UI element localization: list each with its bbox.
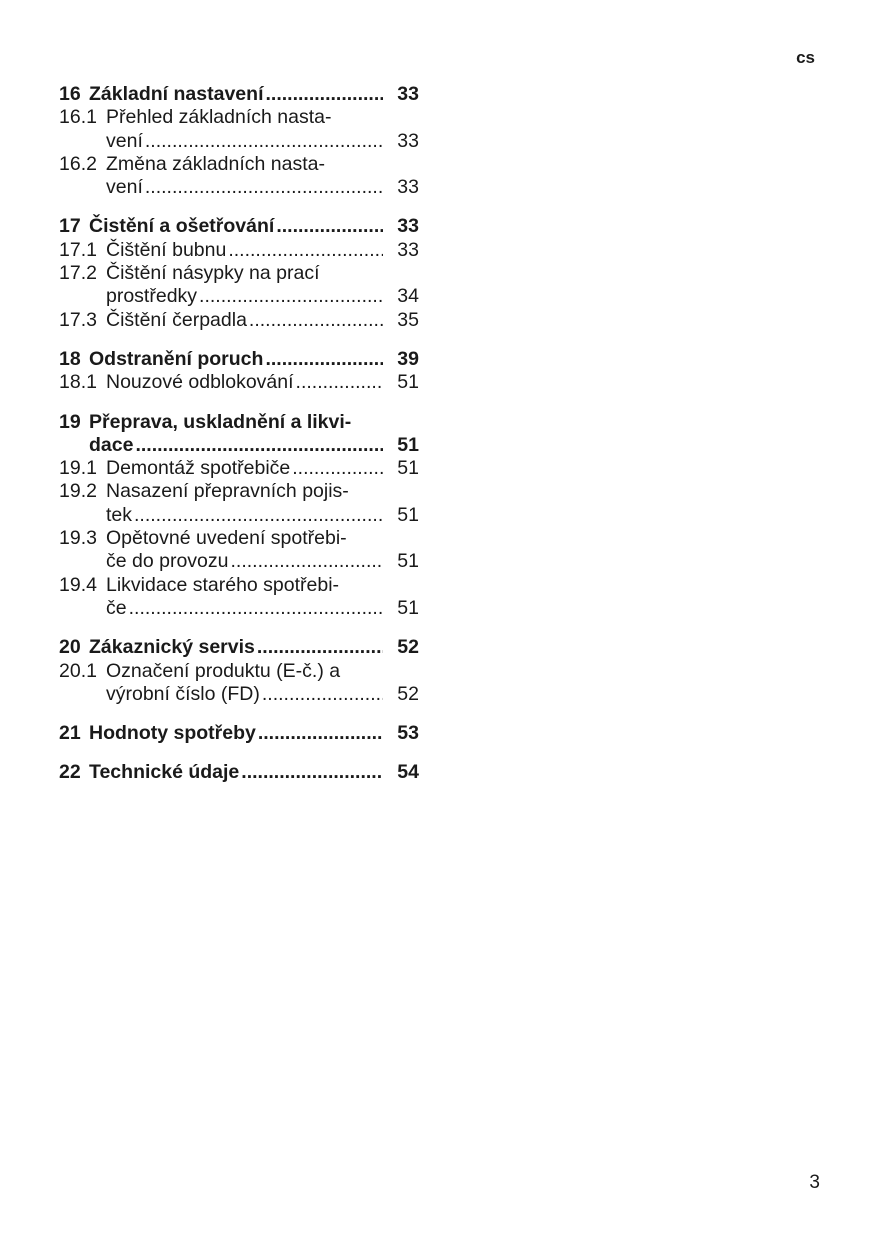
toc-line <box>59 106 419 129</box>
toc-page-number: 52 <box>397 636 419 659</box>
toc-entry-number: 18 <box>59 347 81 370</box>
toc-page-number: 33 <box>397 129 419 152</box>
toc-entry-number: 18.1 <box>59 371 97 394</box>
table-of-contents <box>59 83 419 801</box>
toc-entry-title: Opětovné uvedení spotřebi- <box>106 527 347 550</box>
toc-entry-title: Označení produktu (E-č.) a <box>106 659 341 682</box>
toc-line <box>59 574 419 597</box>
toc-entry-title: Čistění a ošetřování <box>89 215 275 238</box>
toc-line <box>59 597 419 620</box>
toc-section[interactable] <box>59 411 419 458</box>
toc-entry-title: Čištění čerpadla <box>106 308 247 331</box>
toc-entry-number: 19.4 <box>59 573 97 596</box>
toc-entry-title: dace <box>89 433 134 456</box>
toc-entry-number: 17.2 <box>59 262 97 285</box>
toc-entry-title: Přehled základních nasta- <box>106 106 332 129</box>
toc-subsection[interactable] <box>59 480 419 527</box>
toc-entry-number: 17.1 <box>59 238 97 261</box>
toc-line <box>59 130 419 153</box>
toc-line <box>59 153 419 176</box>
toc-entry-title: vení <box>106 176 143 199</box>
leader-dots <box>249 309 383 332</box>
toc-section[interactable] <box>59 83 419 106</box>
toc-line <box>59 722 419 745</box>
leader-dots <box>199 285 383 308</box>
toc-line <box>59 504 419 527</box>
toc-page-number: 51 <box>397 433 419 456</box>
toc-entry-number: 20.1 <box>59 659 97 682</box>
page-number: 3 <box>809 1172 820 1193</box>
toc-line <box>59 176 419 199</box>
toc-subsection[interactable] <box>59 660 419 707</box>
toc-page-number: 34 <box>397 285 419 308</box>
toc-page-number: 51 <box>397 457 419 480</box>
toc-subsection[interactable] <box>59 457 419 480</box>
toc-entry-title: Základní nastavení <box>89 83 264 105</box>
toc-block <box>59 636 419 706</box>
toc-page-number: 54 <box>397 761 419 784</box>
toc-entry-number: 19.1 <box>59 457 97 480</box>
toc-line <box>59 371 419 394</box>
leader-dots <box>258 722 383 745</box>
toc-line <box>59 683 419 706</box>
toc-entry-number: 21 <box>59 722 81 745</box>
toc-subsection[interactable] <box>59 574 419 621</box>
leader-dots <box>228 239 383 262</box>
toc-line <box>59 215 419 238</box>
toc-subsection[interactable] <box>59 106 419 153</box>
toc-entry-title: Nouzové odblokování <box>106 371 294 394</box>
toc-block <box>59 83 419 199</box>
toc-entry-number: 19.3 <box>59 527 97 550</box>
toc-entry-title: Zákaznický servis <box>89 636 255 659</box>
toc-block <box>59 722 419 745</box>
toc-page-number: 35 <box>397 308 419 331</box>
toc-line <box>59 285 419 308</box>
toc-entry-title: tek <box>106 503 133 526</box>
toc-entry-title: Hodnoty spotřeby <box>89 722 256 745</box>
toc-entry-title: Čištění bubnu <box>106 238 227 261</box>
toc-page-number: 33 <box>397 176 419 199</box>
toc-page-number: 39 <box>397 347 419 370</box>
toc-line <box>59 309 419 332</box>
toc-page-number: 52 <box>397 682 419 705</box>
toc-subsection[interactable] <box>59 309 419 332</box>
leader-dots <box>231 550 384 573</box>
toc-line <box>59 434 419 457</box>
toc-entry-title: Demontáž spotřebiče <box>106 457 291 480</box>
toc-entry-number: 20 <box>59 636 81 659</box>
toc-entry-title: Technické údaje <box>89 761 240 784</box>
toc-entry-title: Likvidace starého spotřebi- <box>106 573 340 596</box>
toc-page-number: 33 <box>397 215 419 238</box>
toc-page-number: 51 <box>397 596 419 619</box>
toc-entry-number: 19 <box>59 410 81 433</box>
toc-line <box>59 239 419 262</box>
toc-section[interactable] <box>59 215 419 238</box>
toc-subsection[interactable] <box>59 153 419 200</box>
toc-entry-title: Čištění násypky na prací <box>106 262 320 285</box>
toc-page-number: 33 <box>397 238 419 261</box>
toc-block <box>59 215 419 331</box>
toc-entry-number: 22 <box>59 761 81 784</box>
toc-line <box>59 761 419 784</box>
toc-line <box>59 527 419 550</box>
toc-entry-title: vení <box>106 129 143 152</box>
toc-subsection[interactable] <box>59 371 419 394</box>
toc-entry-title: če do provozu <box>106 550 229 573</box>
leader-dots <box>145 176 383 199</box>
toc-block <box>59 348 419 395</box>
toc-line <box>59 348 419 371</box>
toc-block <box>59 761 419 784</box>
leader-dots <box>257 636 383 659</box>
toc-line <box>59 660 419 683</box>
toc-line <box>59 480 419 503</box>
toc-entry-title: Odstranění poruch <box>89 347 264 370</box>
leader-dots <box>129 597 383 620</box>
leader-dots <box>241 761 383 784</box>
leader-dots <box>135 434 383 457</box>
toc-page-number: 51 <box>397 550 419 573</box>
leader-dots <box>134 504 383 527</box>
leader-dots <box>145 130 383 153</box>
toc-block <box>59 411 419 621</box>
toc-entry-number: 16 <box>59 83 81 105</box>
toc-page-number: 53 <box>397 722 419 745</box>
toc-section[interactable] <box>59 761 419 784</box>
leader-dots <box>292 457 383 480</box>
leader-dots <box>262 683 383 706</box>
toc-entry-title: prostředky <box>106 285 198 308</box>
toc-line <box>59 636 419 659</box>
toc-section[interactable] <box>59 636 419 659</box>
toc-entry-title: Přeprava, uskladnění a likvi- <box>89 410 352 433</box>
leader-dots <box>265 83 383 106</box>
toc-page-number: 33 <box>397 83 419 105</box>
leader-dots <box>296 371 383 394</box>
toc-subsection[interactable] <box>59 262 419 309</box>
toc-entry-number: 16.2 <box>59 152 97 175</box>
toc-line <box>59 550 419 573</box>
leader-dots <box>276 215 383 238</box>
toc-entry-number: 17 <box>59 215 81 238</box>
toc-entry-title: Nasazení přepravních pojis- <box>106 480 349 503</box>
toc-entry-title: výrobní číslo (FD) <box>106 682 260 705</box>
toc-entry-title: Změna základních nasta- <box>106 152 325 175</box>
toc-entry-number: 16.1 <box>59 106 97 129</box>
toc-page-number: 51 <box>397 503 419 526</box>
toc-entry-number: 19.2 <box>59 480 97 503</box>
toc-entry-title: če <box>106 596 127 619</box>
toc-subsection[interactable] <box>59 239 419 262</box>
toc-page-number: 51 <box>397 371 419 394</box>
leader-dots <box>265 348 383 371</box>
toc-section[interactable] <box>59 348 419 371</box>
toc-subsection[interactable] <box>59 527 419 574</box>
toc-line <box>59 262 419 285</box>
toc-line <box>59 457 419 480</box>
toc-line <box>59 83 419 106</box>
toc-entry-number: 17.3 <box>59 308 97 331</box>
toc-line <box>59 411 419 434</box>
toc-section[interactable] <box>59 722 419 745</box>
language-code: cs <box>796 48 815 67</box>
